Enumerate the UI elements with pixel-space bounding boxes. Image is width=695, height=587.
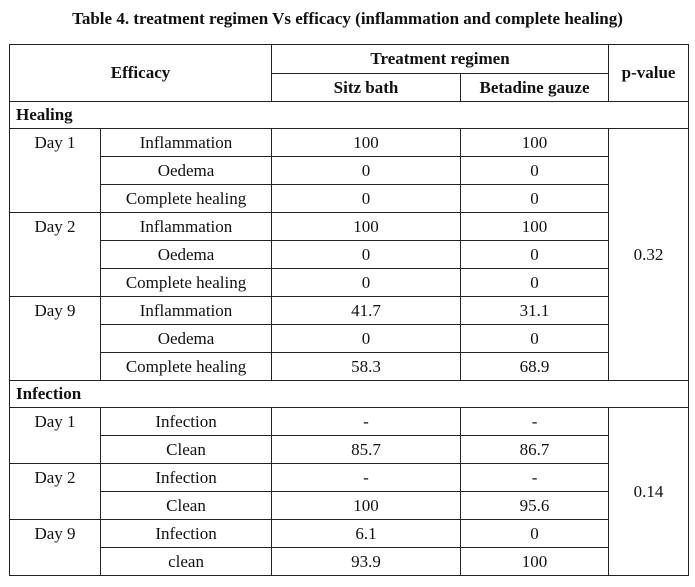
- betadine-cell: 86.7: [461, 436, 609, 464]
- section-row-infection: [10, 381, 689, 408]
- sitz-cell: 6.1: [272, 520, 461, 548]
- table-row: [10, 464, 689, 492]
- p-value-healing: 0.32: [609, 129, 689, 381]
- betadine-cell: 68.9: [461, 353, 609, 381]
- day-label: Day 9: [10, 520, 101, 576]
- betadine-cell: 100: [461, 213, 609, 241]
- day-label: Day 2: [10, 464, 101, 520]
- day-label: Day 9: [10, 297, 101, 381]
- betadine-cell: 0: [461, 157, 609, 185]
- sitz-cell: 0: [272, 157, 461, 185]
- table-row: [10, 213, 689, 241]
- table-row: [10, 353, 689, 381]
- measure-cell: Oedema: [101, 157, 272, 185]
- measure-cell: Inflammation: [101, 129, 272, 157]
- sitz-cell: 100: [272, 492, 461, 520]
- measure-cell: Clean: [101, 492, 272, 520]
- betadine-cell: 0: [461, 269, 609, 297]
- sitz-cell: 85.7: [272, 436, 461, 464]
- betadine-cell: 0: [461, 325, 609, 353]
- table-caption: Table 4. treatment regimen Vs efficacy (inflammation and complete healing): [72, 9, 623, 28]
- betadine-cell: 0: [461, 185, 609, 213]
- efficacy-table: [9, 44, 689, 576]
- measure-cell: Oedema: [101, 241, 272, 269]
- day-label: Day 1: [10, 408, 101, 464]
- measure-cell: Clean: [101, 436, 272, 464]
- table-row: [10, 325, 689, 353]
- sitz-cell: 100: [272, 129, 461, 157]
- measure-cell: Infection: [101, 464, 272, 492]
- measure-cell: Complete healing: [101, 353, 272, 381]
- sitz-cell: -: [272, 464, 461, 492]
- measure-cell: Inflammation: [101, 297, 272, 325]
- sitz-cell: 100: [272, 213, 461, 241]
- table-row: [10, 520, 689, 548]
- betadine-cell: 0: [461, 241, 609, 269]
- table-row: [10, 241, 689, 269]
- measure-cell: Complete healing: [101, 269, 272, 297]
- table-row: [10, 185, 689, 213]
- table-row: [10, 492, 689, 520]
- measure-cell: Infection: [101, 408, 272, 436]
- table-row: [10, 157, 689, 185]
- header-betadine-gauze: Betadine gauze: [461, 74, 609, 102]
- measure-cell: clean: [101, 548, 272, 576]
- sitz-cell: 58.3: [272, 353, 461, 381]
- header-row-1: [10, 45, 689, 74]
- sitz-cell: -: [272, 408, 461, 436]
- section-row-healing: [10, 102, 689, 129]
- section-title-healing: Healing: [10, 102, 689, 129]
- betadine-cell: 0: [461, 520, 609, 548]
- table-row: [10, 129, 689, 157]
- betadine-cell: 100: [461, 548, 609, 576]
- table-row: [10, 408, 689, 436]
- sitz-cell: 0: [272, 269, 461, 297]
- measure-cell: Complete healing: [101, 185, 272, 213]
- header-p-value: p-value: [609, 45, 689, 102]
- sitz-cell: 0: [272, 325, 461, 353]
- day-label: Day 1: [10, 129, 101, 213]
- sitz-cell: 93.9: [272, 548, 461, 576]
- betadine-cell: 100: [461, 129, 609, 157]
- header-efficacy: Efficacy: [10, 45, 272, 102]
- table-row: [10, 297, 689, 325]
- section-title-infection: Infection: [10, 381, 689, 408]
- day-label: Day 2: [10, 213, 101, 297]
- measure-cell: Infection: [101, 520, 272, 548]
- measure-cell: Inflammation: [101, 213, 272, 241]
- betadine-cell: 31.1: [461, 297, 609, 325]
- betadine-cell: 95.6: [461, 492, 609, 520]
- sitz-cell: 41.7: [272, 297, 461, 325]
- sitz-cell: 0: [272, 185, 461, 213]
- sitz-cell: 0: [272, 241, 461, 269]
- p-value-infection: 0.14: [609, 408, 689, 576]
- table-row: [10, 269, 689, 297]
- betadine-cell: -: [461, 408, 609, 436]
- table-row: [10, 436, 689, 464]
- table-row: [10, 548, 689, 576]
- measure-cell: Oedema: [101, 325, 272, 353]
- header-treatment-regimen: Treatment regimen: [272, 45, 609, 74]
- betadine-cell: -: [461, 464, 609, 492]
- header-sitz-bath: Sitz bath: [272, 74, 461, 102]
